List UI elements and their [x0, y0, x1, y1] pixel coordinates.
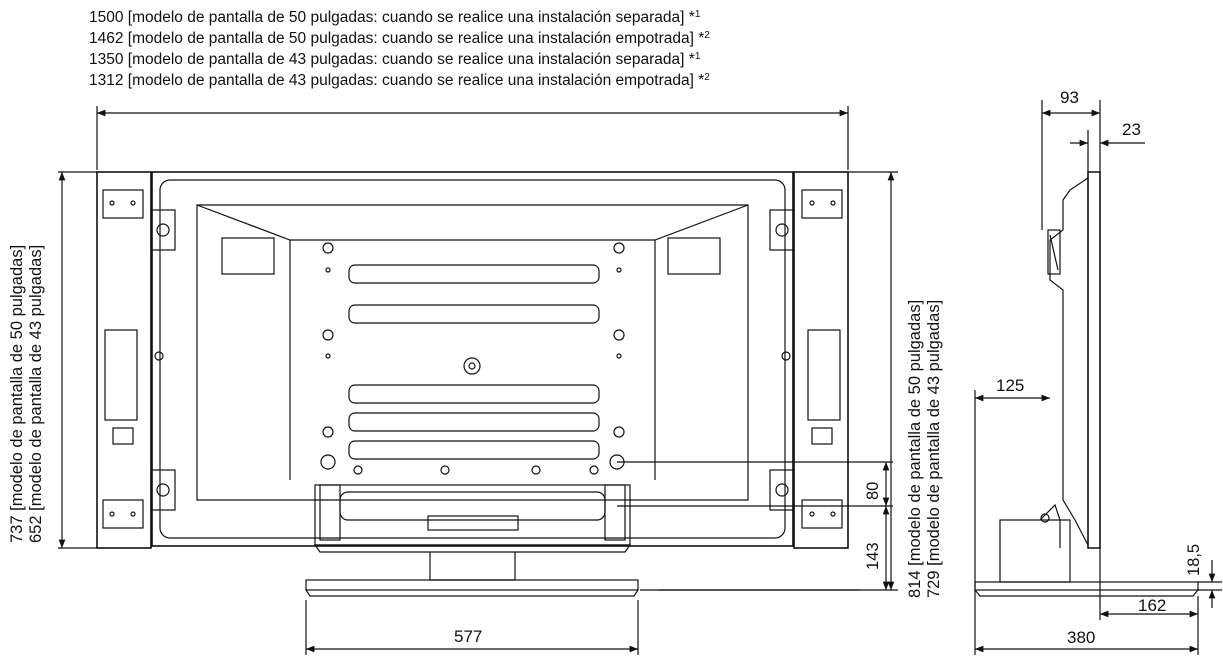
dimension-note-4: 1312 [modelo de pantalla de 43 pulgadas: cuando se realice una instalación empotrada] *$^2$ — [89, 72, 710, 89]
stand-depth-label: 162 — [1138, 596, 1167, 615]
stand-base — [306, 580, 638, 590]
stand-width-label: 577 — [454, 627, 483, 646]
base-thickness-label: 18,5 — [1185, 543, 1203, 576]
dimension-note-3: 1350 [modelo de pantalla de 43 pulgadas: cuando se realice una instalación separada] *$^1$ — [89, 51, 701, 68]
base-height-label: 143 — [864, 542, 882, 570]
dimension-note-2: 1462 [modelo de pantalla de 50 pulgadas: cuando se realice una instalación empotrada] *$^2$ — [89, 30, 710, 47]
display-panel — [152, 172, 793, 546]
left-height-label-50: 737 [modelo de pantalla de 50 pulgadas] — [8, 244, 26, 543]
depth-label-23: 23 — [1122, 120, 1141, 139]
rear-view — [58, 106, 898, 655]
left-height-label-43: 652 [modelo de pantalla de 43 pulgadas] — [27, 244, 45, 543]
dimension-note-1: 1500 [modelo de pantalla de 50 pulgadas: cuando se realice una instalación separada] *$^1$ — [89, 9, 701, 26]
total-height-label-43: 729 [modelo de pantalla de 43 pulgadas] — [925, 299, 943, 598]
base-depth-label: 380 — [1067, 628, 1096, 647]
total-height-label-50: 814 [modelo de pantalla de 50 pulgadas] — [906, 299, 924, 598]
depth-label-93: 93 — [1060, 88, 1079, 107]
mount-height-label: 80 — [864, 481, 882, 500]
offset-label-125: 125 — [996, 376, 1025, 395]
